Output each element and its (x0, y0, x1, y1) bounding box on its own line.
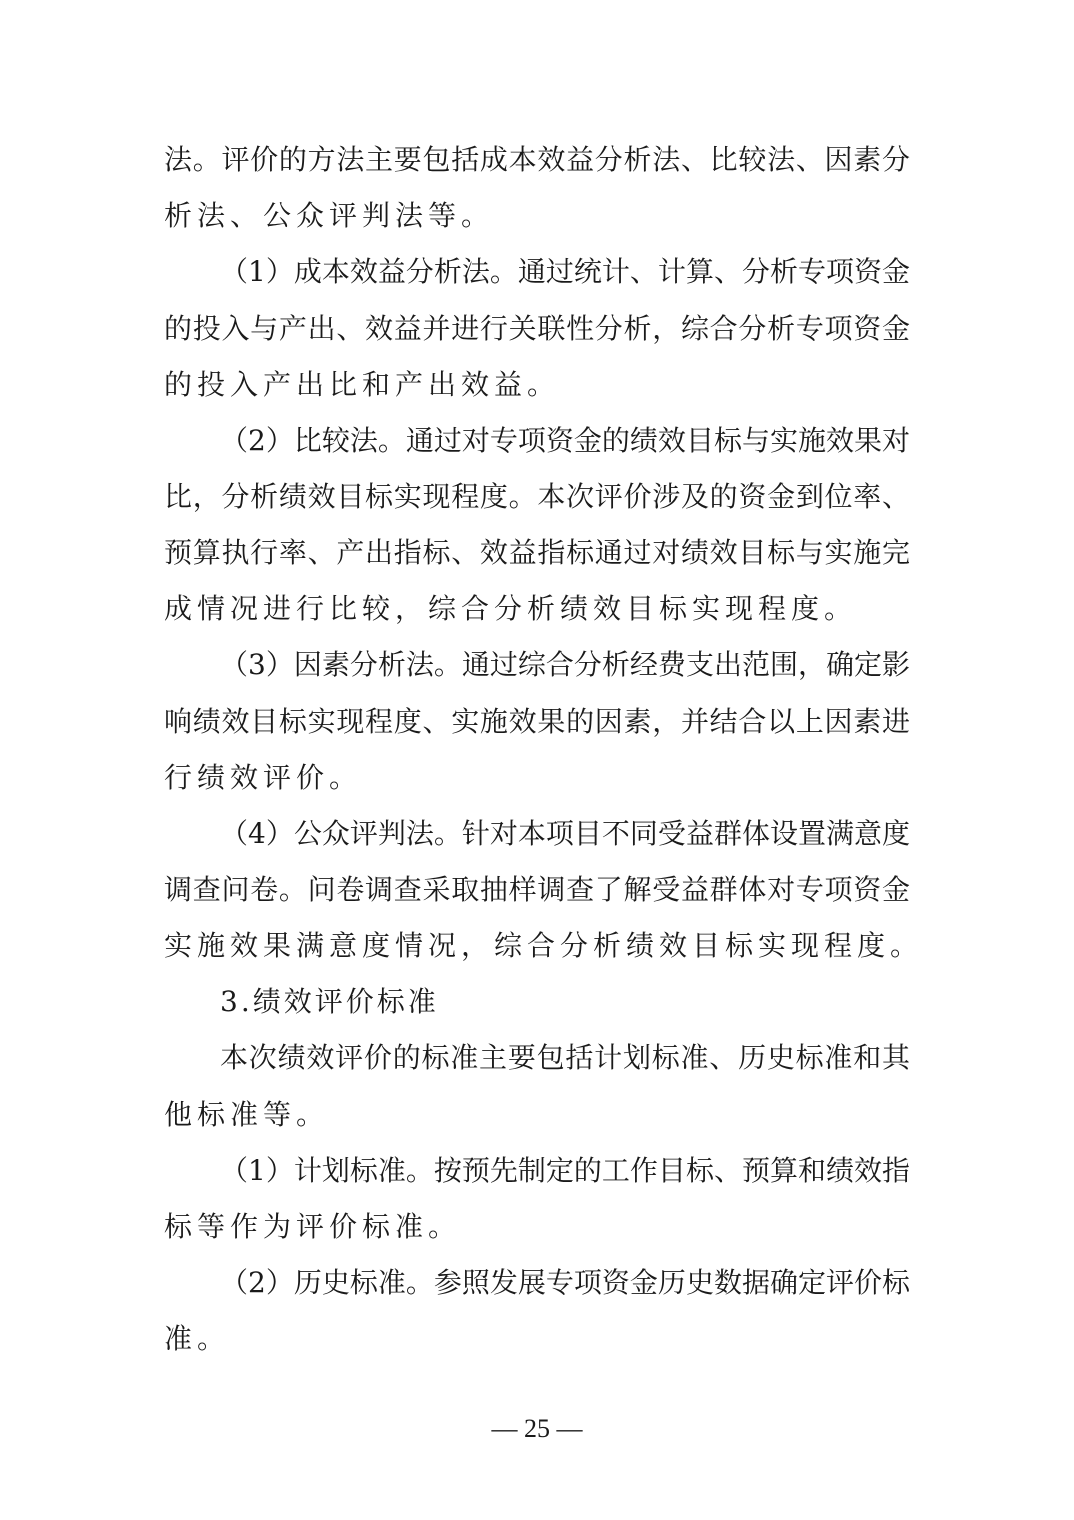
text-line: 的投入与产出、效益并进行关联性分析，综合分析专项资金 (164, 312, 910, 345)
text-line: 调查问卷。问卷调查采取抽样调查了解受益群体对专项资金 (164, 873, 910, 906)
text-line: （1）计划标准。按预先制定的工作目标、预算和绩效指 (220, 1154, 910, 1187)
text-line: 标等作为评价标准。 (164, 1210, 462, 1243)
text-line: （2）比较法。通过对专项资金的绩效目标与实施效果对 (220, 424, 910, 457)
text-line: 的投入产出比和产出效益。 (164, 368, 561, 401)
text-line: （3）因素分析法。通过综合分析经费支出范围，确定影 (220, 648, 910, 681)
text-line: 本次绩效评价的标准主要包括计划标准、历史标准和其 (220, 1041, 910, 1074)
text-line: （1）成本效益分析法。通过统计、计算、分析专项资金 (220, 255, 910, 288)
text-line: 实施效果满意度情况，综合分析绩效目标实现程度。 (164, 929, 924, 962)
text-line: （4）公众评判法。针对本项目不同受益群体设置满意度 (220, 817, 910, 850)
text-line: 响绩效目标实现程度、实施效果的因素，并结合以上因素进 (164, 705, 910, 738)
text-line: 比，分析绩效目标实现程度。本次评价涉及的资金到位率、 (164, 480, 910, 513)
text-line: （2）历史标准。参照发展专项资金历史数据确定评价标 (220, 1266, 910, 1299)
section-heading: 3.绩效评价标准 (220, 985, 439, 1018)
text-line: 他标准等。 (164, 1098, 330, 1131)
text-line: 法。评价的方法主要包括成本效益分析法、比较法、因素分 (164, 143, 910, 176)
text-line: 预算执行率、产出指标、效益指标通过对绩效目标与实施完 (164, 536, 910, 569)
page-number: — 25 — (491, 1414, 583, 1443)
text-line: 析法、公众评判法等。 (164, 199, 495, 232)
text-line: 行绩效评价。 (164, 761, 363, 794)
text-line: 准。 (164, 1322, 231, 1355)
text-line: 成情况进行比较，综合分析绩效目标实现程度。 (164, 592, 858, 625)
